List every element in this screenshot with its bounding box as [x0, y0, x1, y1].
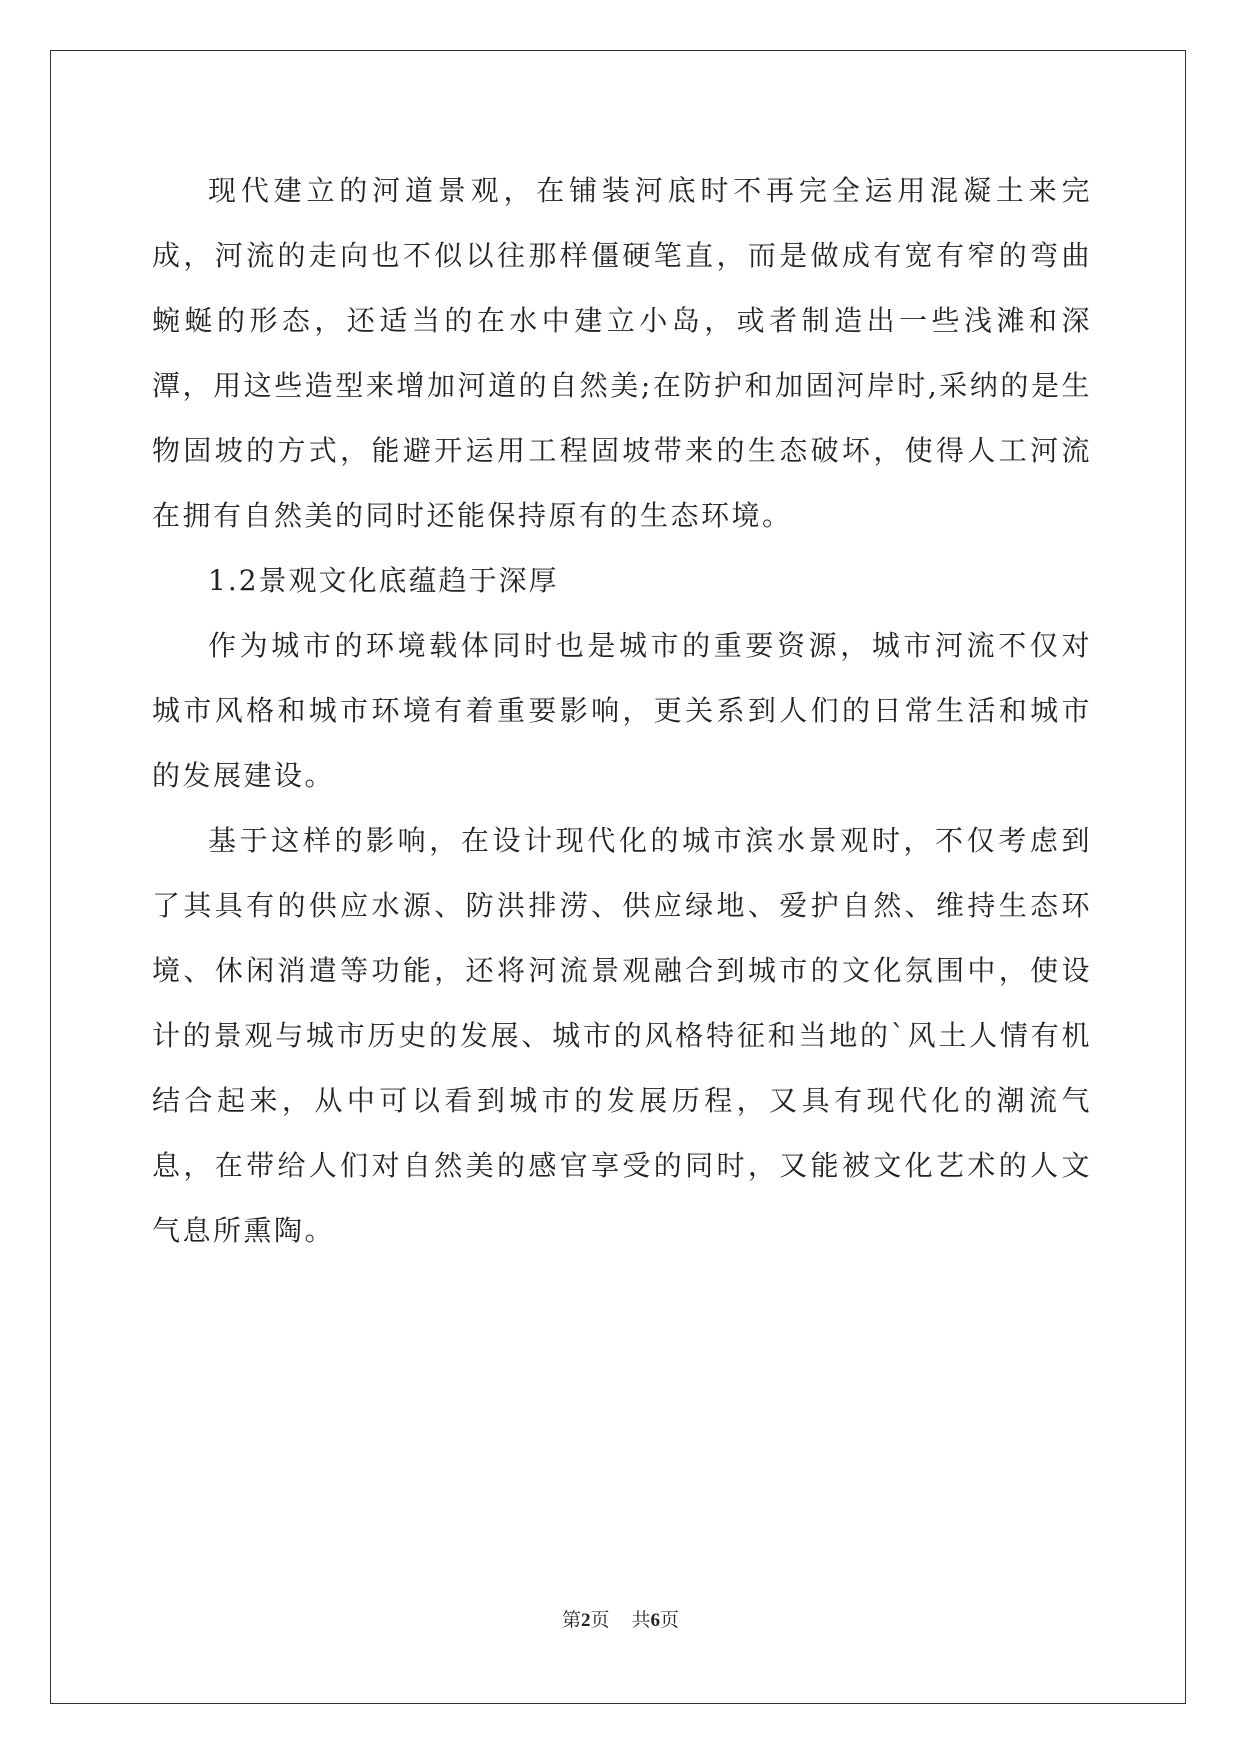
paragraph-river-landscape: 现代建立的河道景观，在铺装河底时不再完全运用混凝土来完成，河流的走向也不似以往那样僵硬笔直，而是做成有宽有窄的弯曲蜿蜒的形态，还适当的在水中建立小岛，或者制造出一些浅滩和深潭，用这些造型来增加河道的自然美;在防护和加固河岸时,采纳的是生物固坡的方式，能避开运用工程固坡带来的生态破坏，使得人工河流在拥有自然美的同时还能保持原有的生态环境。 [152, 174, 1092, 532]
section-heading: 1.2景观文化底蕴趋于深厚 [208, 564, 559, 597]
current-page-number: 2 [580, 1610, 591, 1631]
total-suffix: 页 [660, 1609, 680, 1631]
total-prefix: 共 [631, 1609, 651, 1631]
paragraph-waterfront-design: 基于这样的影响，在设计现代化的城市滨水景观时，不仅考虑到了其具有的供应水源、防洪排涝、供应绿地、爱护自然、维持生态环境、休闲消遣等功能，还将河流景观融合到城市的文化氛围中，使设计的景观与城市历史的发展、城市的风格特征和当地的`风土人情有机结合起来，从中可以看到城市的发展历程，又具有现代化的潮流气息，在带给人们对自然美的感官享受的同时，又能被文化艺术的人文气息所熏陶。 [152, 824, 1092, 1247]
paragraph-city-river: 作为城市的环境载体同时也是城市的重要资源，城市河流不仅对城市风格和城市环境有着重要影响，更关系到人们的日常生活和城市的发展建设。 [152, 629, 1092, 792]
page-footer [0, 1605, 1241, 1632]
total-page-number: 6 [650, 1610, 661, 1631]
document-body [152, 158, 1092, 1263]
page-prefix: 第 [561, 1609, 581, 1631]
page-suffix: 页 [590, 1609, 610, 1631]
